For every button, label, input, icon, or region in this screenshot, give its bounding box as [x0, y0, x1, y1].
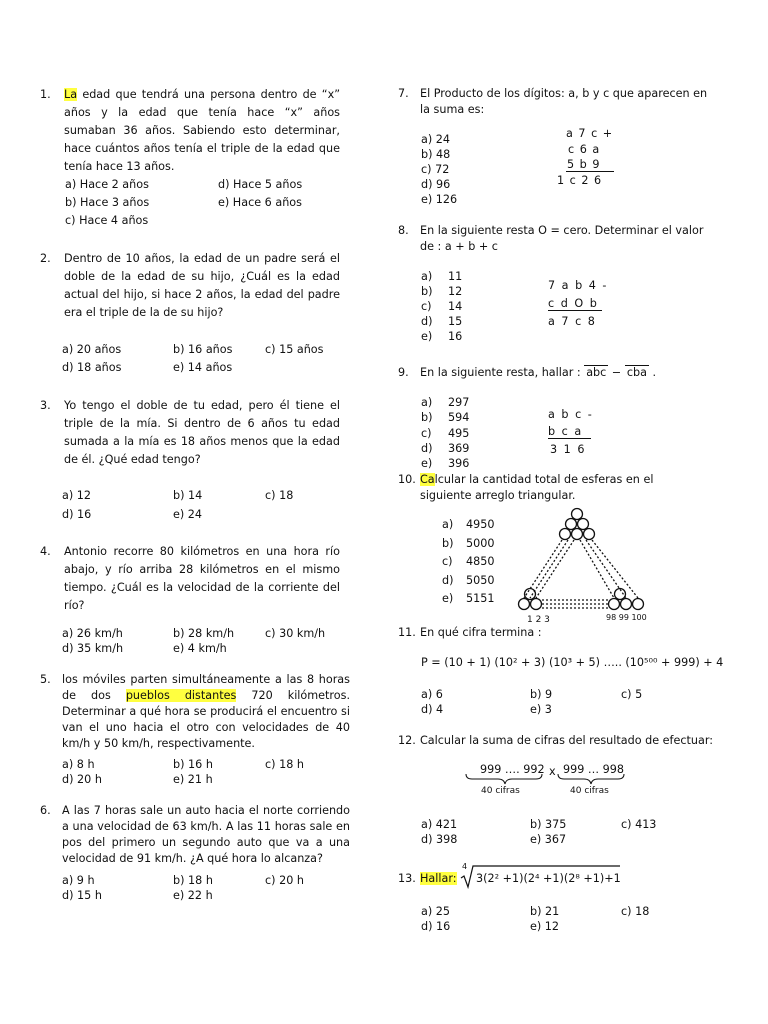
sphere — [621, 599, 632, 610]
option-e: e) 21 h — [173, 773, 213, 786]
subtraction-result: a 7 c 8 — [548, 315, 597, 328]
option-b: b) 16 h — [173, 758, 213, 771]
option-c-value: 495 — [448, 427, 470, 440]
question-9 — [398, 364, 708, 384]
option-e: e) — [421, 457, 433, 470]
option-a: a) — [442, 518, 454, 531]
option-a: a) 20 años — [62, 343, 122, 356]
question-body: edad que tendrá una persona dentro de “x” años y la edad que tenía hace “x” años sumaban 36 años. Sabiendo esto determinar, hace cuántos años tenía el triple de la edad que tenía hace 13 años. — [64, 88, 340, 173]
option-b: b) 21 — [530, 905, 560, 918]
expression-p: P = (10 + 1) (10² + 3) (10³ + 5) ….. (10⁵⁰⁰ + 999) + 4 — [421, 656, 724, 669]
option-a-value: 297 — [448, 396, 470, 409]
question-text: Antonio recorre 80 kilómetros en una hora río abajo, y río arriba 28 kilómetros en el mismo tiempo. ¿Cuál es la velocidad de la corriente del río? — [64, 545, 340, 612]
option-d: d) — [442, 574, 454, 587]
option-a-value: 4950 — [466, 518, 495, 531]
option-a: a) 12 — [62, 489, 92, 502]
option-e-value: 396 — [448, 457, 470, 470]
times-operator: x — [549, 765, 556, 778]
question-number: 9. — [398, 366, 409, 379]
option-e: e) 14 años — [173, 361, 233, 374]
sphere — [584, 529, 595, 540]
dotted-guide — [536, 540, 574, 598]
factor-2: 999 … 998 — [563, 763, 625, 776]
option-b: b) 16 años — [173, 343, 233, 356]
root-index: 4 — [462, 862, 468, 871]
question-text — [420, 364, 708, 382]
option-d: d) 96 — [421, 178, 451, 191]
question-text: Calcular la suma de cifras del resultado de efectuar: — [420, 734, 714, 747]
option-e: e) 4 km/h — [173, 642, 227, 655]
option-a: a) 421 — [421, 818, 458, 831]
question-end: . — [648, 366, 657, 379]
sphere — [578, 519, 589, 530]
question-body: lcular la cantidad total de esferas en el siguiente arreglo triangular. — [420, 473, 654, 502]
sphere — [519, 599, 530, 610]
option-b-value: 12 — [448, 285, 463, 298]
option-e: e) 12 — [530, 920, 560, 933]
option-b: b) — [421, 285, 433, 298]
question-text: A las 7 horas sale un auto hacia el norte corriendo a una velocidad de 63 km/h. A las 11 horas sale en pos del primero un segundo auto que va a una velocidad de 91 km/h. ¿A qué hora lo alcanza? — [62, 804, 350, 865]
left-count-labels: 1 2 3 — [527, 615, 550, 625]
question-number: 5. — [40, 673, 51, 686]
question-text — [64, 86, 340, 176]
option-c-value: 14 — [448, 300, 463, 313]
digit-count-2: 40 cifras — [570, 786, 609, 796]
option-d: d) 4 — [421, 703, 444, 716]
option-a-value: 11 — [448, 270, 463, 283]
option-a: a) 25 — [421, 905, 451, 918]
question-8 — [398, 223, 708, 263]
question-text: El Producto de los dígitos: a, b y c que aparecen en la suma es: — [420, 87, 708, 116]
option-d: d) — [421, 315, 433, 328]
option-b: b) 14 — [173, 489, 203, 502]
question-number: 3. — [40, 399, 51, 412]
option-d: d) — [421, 442, 433, 455]
subtraction-row-1: a b c - — [548, 408, 594, 421]
question-text — [62, 672, 350, 752]
underbrace-1 — [466, 774, 542, 784]
sphere — [566, 519, 577, 530]
dotted-guide — [580, 540, 614, 598]
question-12 — [398, 732, 718, 752]
question-number: 2. — [40, 252, 51, 265]
sum-row-2: c 6 a — [568, 143, 601, 156]
highlighted-text: pueblos distantes — [125, 689, 237, 702]
question-6 — [40, 803, 350, 873]
question-number: 8. — [398, 224, 409, 237]
factor-1: 999 …. 992 — [480, 763, 545, 776]
option-b: b) 18 h — [173, 874, 213, 887]
option-e-value: 16 — [448, 330, 463, 343]
dotted-guide — [530, 540, 568, 598]
highlighted-text: Hallar: — [420, 872, 457, 885]
option-c: c) 18 — [265, 489, 294, 502]
sphere — [531, 599, 542, 610]
question-text: Yo tengo el doble de tu edad, pero él tiene el triple de la mía. Si dentro de 6 años tu edad sumada a la mía es 18 años menos que la edad de él. ¿Qué edad tengo? — [64, 399, 340, 466]
question-5 — [40, 672, 350, 752]
option-c: c) — [421, 427, 432, 440]
option-d: d) 35 km/h — [62, 642, 124, 655]
question-body: los móviles parten simultáneamente a las 8 horas de dos — [62, 673, 350, 702]
option-a: a) 6 — [421, 688, 443, 701]
highlighted-text: Ca — [420, 473, 435, 486]
sum-result: 1 c 2 6 — [557, 174, 603, 187]
dotted-guide — [524, 540, 562, 598]
option-e: e) 22 h — [173, 889, 213, 902]
option-a: a) 9 h — [62, 874, 95, 887]
question-2 — [40, 250, 340, 330]
option-d: d) 398 — [421, 833, 458, 846]
option-d-value: 5050 — [466, 574, 495, 587]
question-number: 7. — [398, 87, 409, 100]
sphere-triangle-diagram — [500, 500, 660, 625]
option-c-value: 4850 — [466, 555, 495, 568]
option-e: e) 126 — [421, 193, 458, 206]
sphere — [560, 529, 571, 540]
question-number: 11. — [398, 626, 416, 639]
option-d: d) 20 h — [62, 773, 102, 786]
option-d: d) 18 años — [62, 361, 122, 374]
question-number: 12. — [398, 734, 416, 747]
option-b: b) 48 — [421, 148, 451, 161]
minus-operator: − — [608, 366, 625, 379]
option-a: a) 24 — [421, 133, 451, 146]
question-7 — [398, 86, 708, 126]
question-4 — [40, 543, 340, 623]
overline-term-1: abc — [586, 366, 607, 379]
highlighted-text: La — [64, 88, 78, 101]
option-c: c) 18 h — [265, 758, 304, 771]
question-number: 13. — [398, 872, 416, 885]
option-e: e) 3 — [530, 703, 552, 716]
option-d-value: 369 — [448, 442, 470, 455]
radicand: 3(2² +1)(2⁴ +1)(2⁸ +1)+1 — [476, 872, 621, 885]
question-3 — [40, 397, 340, 477]
question-11 — [398, 624, 708, 644]
option-a: a) — [421, 270, 433, 283]
subtraction-row-2: c d O b — [548, 297, 602, 311]
option-e: e) — [421, 330, 433, 343]
option-c: c) 18 — [621, 905, 650, 918]
option-e: e) — [442, 592, 454, 605]
option-c: c) 413 — [621, 818, 657, 831]
option-b: b) — [442, 537, 454, 550]
sum-row-1: a 7 c + — [566, 127, 614, 140]
option-c: c) 15 años — [265, 343, 324, 356]
question-1 — [40, 86, 340, 173]
subtraction-row-1: 7 a b 4 - — [548, 279, 608, 292]
question-body: En la siguiente resta, hallar : — [420, 366, 585, 379]
option-a: a) 8 h — [62, 758, 95, 771]
option-e: e) 24 — [173, 508, 203, 521]
sphere — [633, 599, 644, 610]
question-text: En qué cifra termina : — [420, 626, 542, 639]
option-b: b) Hace 3 años — [65, 196, 150, 209]
question-text: En la siguiente resta O = cero. Determinar el valor de : a + b + c — [420, 224, 704, 253]
option-c: c) Hace 4 años — [65, 214, 149, 227]
option-a: a) — [421, 396, 433, 409]
option-a: a) 26 km/h — [62, 627, 123, 640]
sphere — [572, 509, 583, 520]
option-b-value: 5000 — [466, 537, 495, 550]
dotted-guide — [592, 540, 638, 598]
underbrace-2 — [558, 774, 624, 784]
option-e: e) 367 — [530, 833, 567, 846]
option-c: c) 72 — [421, 163, 450, 176]
option-d: d) 16 — [62, 508, 92, 521]
digit-count-1: 40 cifras — [481, 786, 520, 796]
option-d: d) 16 — [421, 920, 451, 933]
option-e-value: 5151 — [466, 592, 495, 605]
right-count-labels: 98 99 100 — [606, 613, 647, 622]
option-a: a) Hace 2 años — [65, 178, 149, 191]
question-body-end: 720 kilómetros. Determinar a qué hora se producirá el encuentro si van el uno hacia el otro con velocidades de 40 km/h y 50 km/h, respectivamente. — [62, 689, 351, 750]
option-b: b) — [421, 411, 433, 424]
sum-row-3: 5 b 9 — [566, 158, 614, 172]
question-number: 1. — [40, 88, 51, 101]
option-d: d) 15 h — [62, 889, 102, 902]
overline-term-2: cba — [626, 366, 647, 379]
subtraction-row-2: b c a — [548, 425, 591, 439]
sphere — [609, 599, 620, 610]
option-e: e) Hace 6 años — [218, 196, 302, 209]
dotted-guide — [586, 540, 626, 598]
subtraction-result: 3 1 6 — [550, 443, 586, 456]
option-b: b) 28 km/h — [173, 627, 235, 640]
option-b: b) 9 — [530, 688, 553, 701]
option-c: c) — [442, 555, 453, 568]
sphere — [572, 529, 583, 540]
option-c: c) 20 h — [265, 874, 304, 887]
question-text: Dentro de 10 años, la edad de un padre será el doble de la edad de su hijo, ¿Cuál es la edad actual del hijo, si hace 2 años, la edad del padre era el triple de la de su hijo? — [64, 252, 340, 319]
option-d: d) Hace 5 años — [218, 178, 303, 191]
option-b-value: 594 — [448, 411, 470, 424]
option-b: b) 375 — [530, 818, 567, 831]
option-c: c) 5 — [621, 688, 643, 701]
option-c: c) 30 km/h — [265, 627, 326, 640]
question-number: 6. — [40, 804, 51, 817]
question-number: 10. — [398, 473, 416, 486]
option-c: c) — [421, 300, 432, 313]
option-d-value: 15 — [448, 315, 463, 328]
question-number: 4. — [40, 545, 51, 558]
